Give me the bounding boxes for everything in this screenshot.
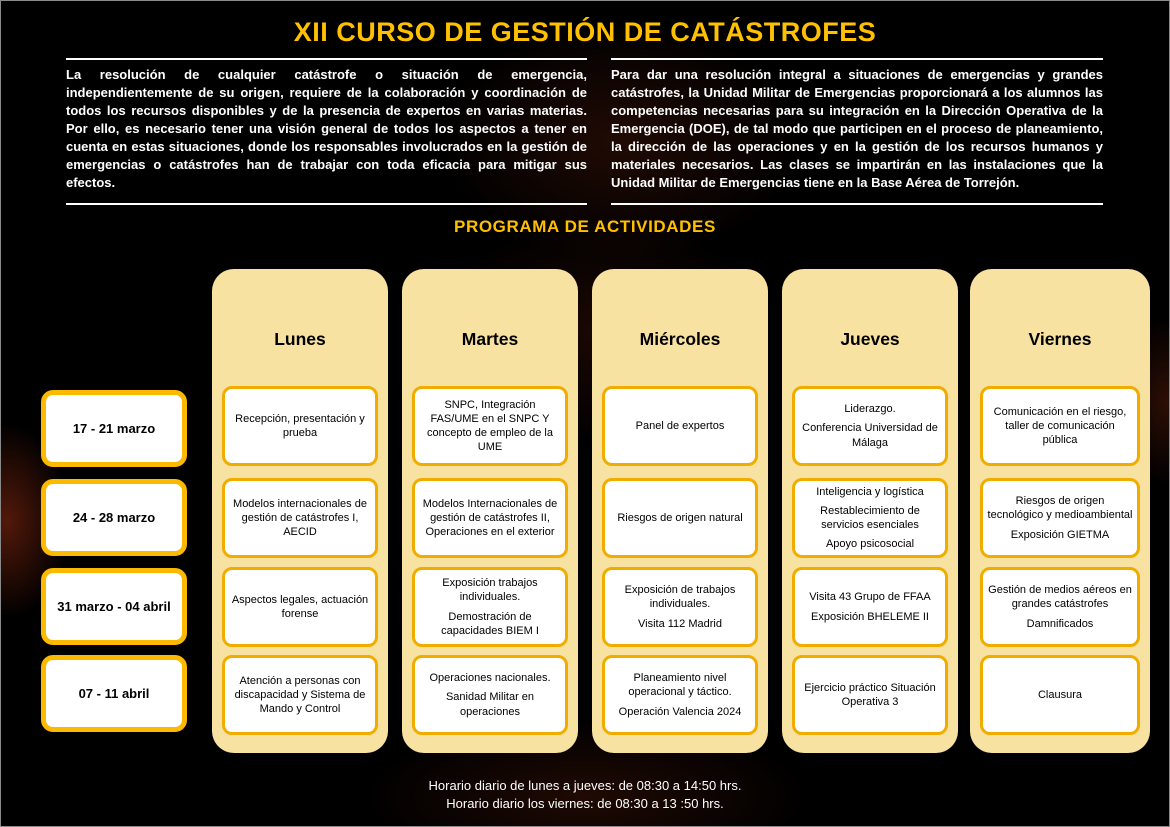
schedule-cell bbox=[792, 567, 948, 647]
cell-paragraph: Operación Valencia 2024 bbox=[618, 705, 742, 718]
schedule-cell bbox=[792, 655, 948, 735]
cell-paragraph: Demostración de capacidades BIEM I bbox=[441, 610, 539, 637]
day-label: Miércoles bbox=[639, 329, 721, 349]
day-column-lunes bbox=[212, 269, 388, 753]
intro-right-text: Para dar una resolución integral a situaciones de emergencias y grandes catástrofes, la Unidad Militar de Emergencias proporcionará a los alumnos las competencias necesarias para su integración en la Dirección Operativa de la Emergencia (DOE), de tal modo que participen en el proceso de planeamiento, la dirección de las operaciones y en la gestión de los recursos humanos y materiales necesarios. Las clases se impartirán en las instalaciones que la Unidad Militar de Emergencias tiene en la Base Aérea de Torrejón. bbox=[611, 67, 1103, 190]
cell-paragraph: Apoyo psicosocial bbox=[825, 538, 915, 551]
cell-paragraph: Exposición GIETMA bbox=[1010, 528, 1110, 541]
course-title: XII CURSO DE GESTIÓN DE CATÁSTROFES bbox=[293, 17, 877, 47]
day-label: Jueves bbox=[840, 329, 900, 349]
schedule-cell bbox=[602, 478, 758, 558]
day-label: Martes bbox=[461, 329, 519, 349]
schedule-cell bbox=[792, 478, 948, 558]
program-title: PROGRAMA DE ACTIVIDADES bbox=[454, 217, 716, 236]
cell-paragraph: Conferencia Universidad de Málaga bbox=[802, 422, 938, 449]
footer-line-2: Horario diario los viernes: de 08:30 a 13 :50 hrs. bbox=[446, 795, 724, 811]
date-box: 24 - 28 marzo bbox=[41, 479, 187, 556]
cell-paragraph: Restablecimiento de servicios esenciales bbox=[820, 504, 920, 531]
schedule-cell bbox=[602, 386, 758, 466]
day-column-martes bbox=[402, 269, 578, 753]
day-column-viernes bbox=[970, 269, 1150, 753]
cell-paragraph: Inteligencia y logística bbox=[816, 485, 924, 498]
schedule-cell bbox=[222, 478, 378, 558]
cell-paragraph: Comunicación en el riesgo, taller de comunicación pública bbox=[993, 405, 1127, 447]
cell-paragraph: Exposición trabajos individuales. bbox=[442, 577, 538, 604]
intro-left bbox=[66, 58, 587, 205]
intro-right bbox=[611, 58, 1103, 205]
schedule-cell bbox=[980, 567, 1140, 647]
day-column-miercoles bbox=[592, 269, 768, 753]
cell-paragraph: Visita 112 Madrid bbox=[638, 617, 722, 630]
cell-paragraph: Modelos Internacionales de gestión de catástrofes II, Operaciones en el exterior bbox=[422, 497, 558, 539]
schedule-cell bbox=[222, 655, 378, 735]
schedule-cell bbox=[980, 478, 1140, 558]
footer-line-1: Horario diario de lunes a jueves: de 08:30 a 14:50 hrs. bbox=[428, 778, 742, 793]
schedule-cell bbox=[222, 567, 378, 647]
cell-paragraph: Aspectos legales, actuación forense bbox=[231, 593, 369, 620]
schedule-cell bbox=[602, 655, 758, 735]
cell-paragraph: Exposición de trabajos individuales. bbox=[624, 584, 736, 611]
cell-paragraph: Exposición BHELEME II bbox=[811, 610, 929, 623]
schedule-cell bbox=[980, 655, 1140, 735]
cell-paragraph: Clausura bbox=[1037, 688, 1083, 701]
schedule-cell bbox=[412, 567, 568, 647]
cell-paragraph: Visita 43 Grupo de FFAA bbox=[809, 591, 931, 604]
day-label: Lunes bbox=[274, 329, 326, 349]
schedule-cell bbox=[412, 655, 568, 735]
date-box: 07 - 11 abril bbox=[41, 655, 187, 732]
cell-paragraph: Riesgos de origen tecnológico y medioambiental bbox=[987, 495, 1133, 522]
schedule-cell bbox=[412, 478, 568, 558]
date-box: 17 - 21 marzo bbox=[41, 390, 187, 467]
cell-paragraph: Damnificados bbox=[1026, 617, 1094, 630]
cell-paragraph: Operaciones nacionales. bbox=[429, 672, 551, 685]
cell-paragraph: SNPC, Integración FAS/UME en el SNPC Y concepto de empleo de la UME bbox=[427, 398, 553, 454]
schedule-cell bbox=[792, 386, 948, 466]
date-box: 31 marzo - 04 abril bbox=[41, 568, 187, 645]
schedule-cell bbox=[412, 386, 568, 466]
cell-paragraph: Modelos internacionales de gestión de catástrofes I, AECID bbox=[233, 497, 367, 539]
schedule-cell bbox=[222, 386, 378, 466]
footer bbox=[1, 777, 1169, 812]
day-label: Viernes bbox=[1028, 329, 1092, 349]
cell-paragraph: Ejercicio práctico Situación Operativa 3 bbox=[804, 681, 936, 708]
cell-paragraph: Atención a personas con discapacidad y Sistema de Mando y Control bbox=[234, 674, 366, 716]
cell-paragraph: Panel de expertos bbox=[635, 419, 725, 432]
schedule-cell bbox=[980, 386, 1140, 466]
cell-paragraph: Gestión de medios aéreos en grandes catástrofes bbox=[988, 584, 1132, 611]
cell-paragraph: Planeamiento nivel operacional y táctico. bbox=[628, 672, 732, 699]
cell-paragraph: Sanidad Militar en operaciones bbox=[445, 691, 535, 718]
schedule-cell bbox=[602, 567, 758, 647]
cell-paragraph: Recepción, presentación y prueba bbox=[235, 412, 365, 439]
intro-left-text: La resolución de cualquier catástrofe o situación de emergencia, independientemente de su origen, requiere de la colaboración y coordinación de todos los recursos disponibles y de la presencia de expertos en varias materias. Por ello, es necesario tener una visión general de todos los aspectos a tener en cuenta en estas situaciones, donde los responsables involucrados en la gestión de emergencias o catástrofes han de trabajar con toda eficacia para mitigar sus efectos. bbox=[66, 67, 587, 190]
day-column-jueves bbox=[782, 269, 958, 753]
cell-paragraph: Liderazgo. bbox=[844, 403, 896, 416]
cell-paragraph: Riesgos de origen natural bbox=[617, 511, 743, 524]
